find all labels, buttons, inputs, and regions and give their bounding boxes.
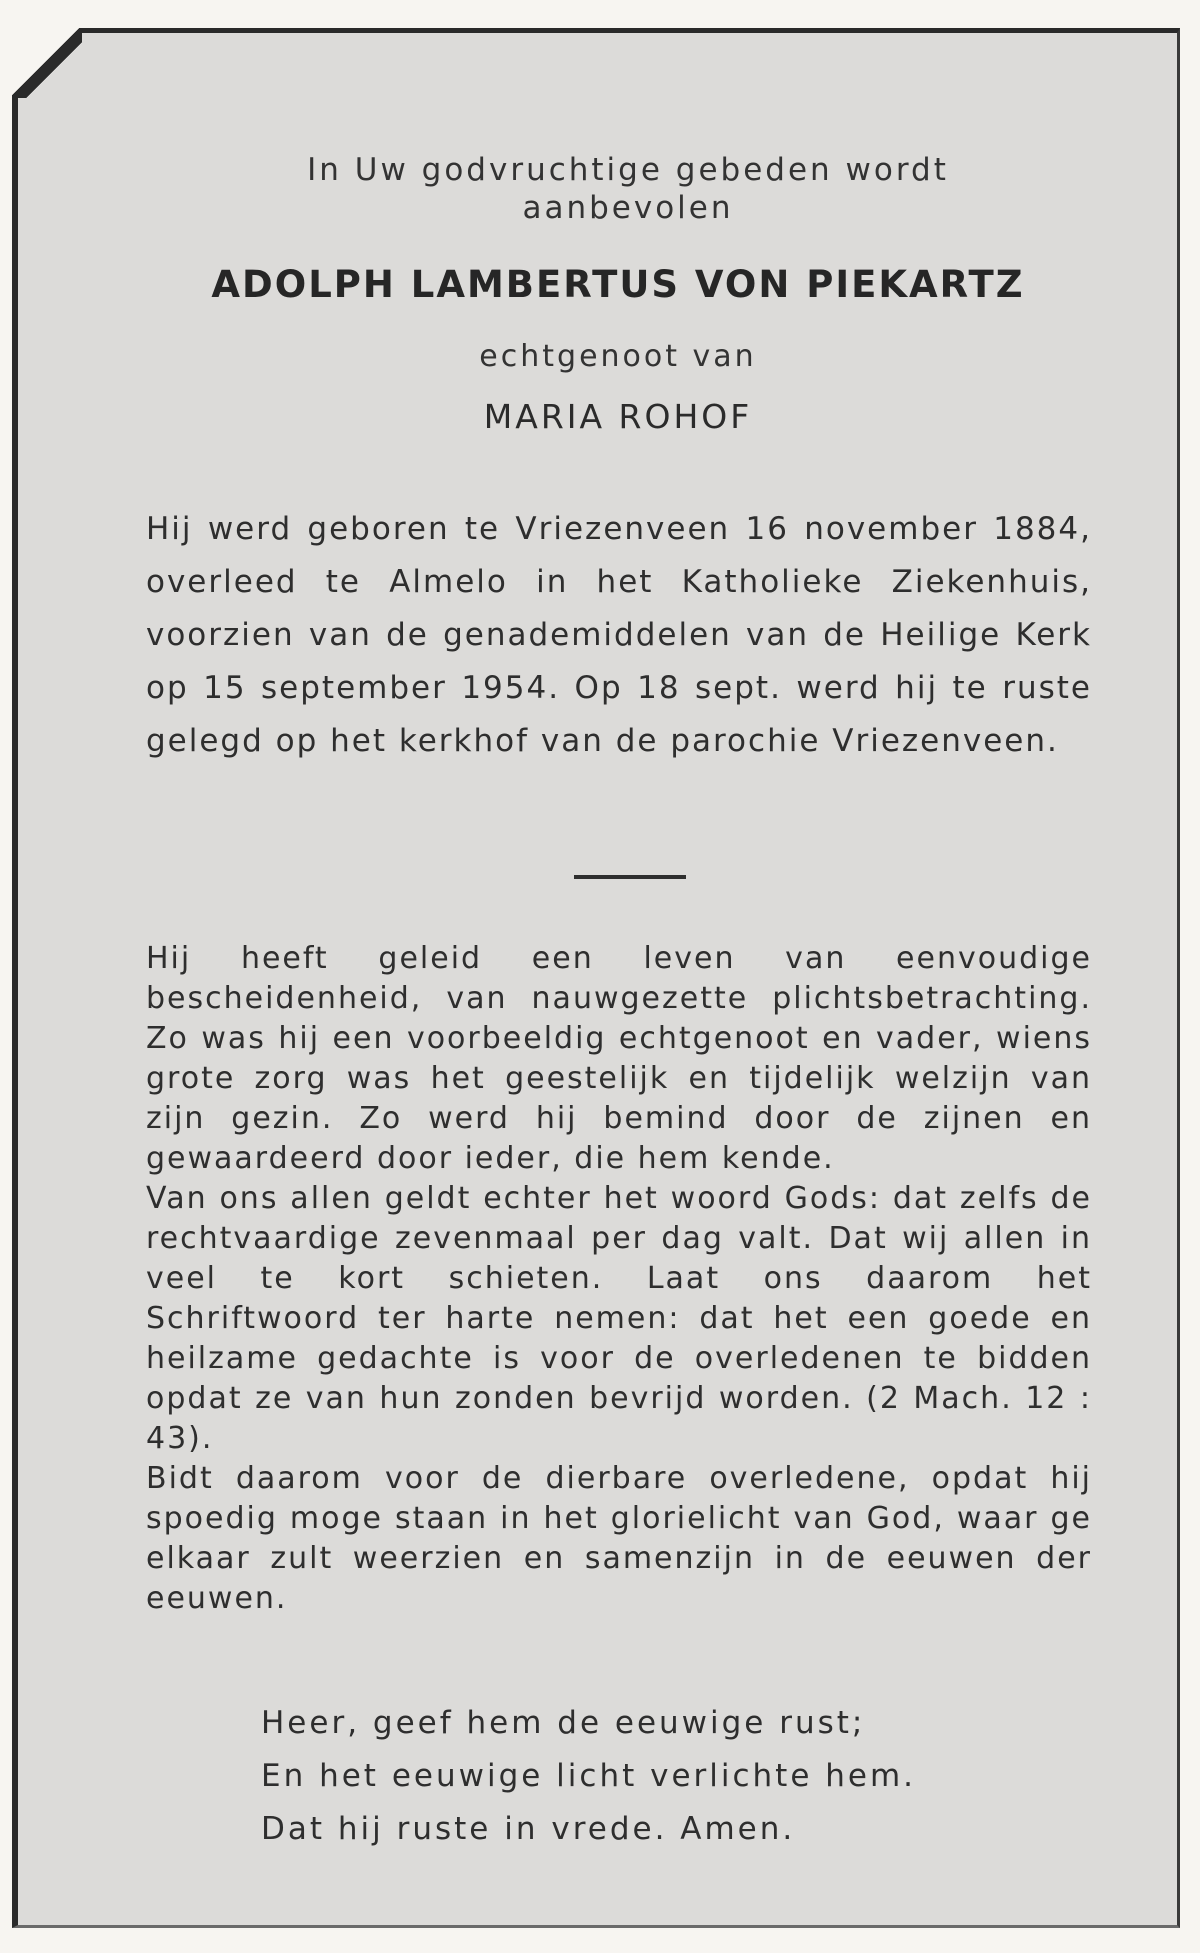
section-divider [574, 875, 686, 879]
prayer-line-1: Heer, geef hem de eeuwige rust; [261, 1705, 866, 1741]
deceased-name: ADOLPH LAMBERTUS VON PIEKARTZ [211, 263, 1025, 306]
reflection-text [146, 939, 1092, 1619]
closing-prayer [261, 1697, 1021, 1856]
relation-label: echtgenoot van [479, 339, 757, 374]
biography-paragraph: Hij werd geboren te Vriezenveen 16 november 1884, overleed te Almelo in het Katholieke Ziekenhuis, voorzien van de genademiddelen van de Heilige Kerk op 15 september 1954. Op 18 sept. werd hij te ruste gelegd op het kerkhof van de parochie Vriezenveen. [146, 511, 1092, 759]
memorial-card [12, 28, 1180, 1928]
folded-corner [12, 28, 82, 98]
prayer-line-3: Dat hij ruste in vrede. Amen. [261, 1811, 796, 1847]
intro-line-1: In Uw godvruchtige gebeden wordt [307, 152, 949, 188]
prayer-line-2: En het eeuwige licht verlichte hem. [261, 1758, 917, 1794]
reflection-paragraph-1: Hij heeft geleid een leven van eenvoudige bescheidenheid, van nauwgezette plichtsbetrachting. Zo was hij een voorbeeldig echtgenoot en vader, wiens grote zorg was het geestelijk en tijdelijk welzijn van zijn gezin. Zo werd hij bemind door de zijnen en gewaardeerd door ieder, die hem kende. [146, 941, 1092, 1176]
spouse-name: MARIA ROHOF [483, 397, 753, 436]
reflection-paragraph-2: Van ons allen geldt echter het woord Gods: dat zelfs de rechtvaardige zevenmaal per dag valt. Dat wij allen in veel te kort schieten. Laat ons daarom het Schriftwoord ter harte nemen: dat het een goede en heilzame gedachte is voor de overledenen te bidden opdat ze van hun zonden bevrijd worden. (2 Mach. 12 : 43). [146, 1181, 1092, 1456]
intro-text [258, 151, 998, 227]
reflection-paragraph-3: Bidt daarom voor de dierbare overledene, opdat hij spoedig moge staan in het glorielicht van God, waar ge elkaar zult weerzien en samenzijn in de eeuwen der eeuwen. [146, 1461, 1092, 1616]
intro-line-2: aanbevolen [522, 190, 734, 226]
